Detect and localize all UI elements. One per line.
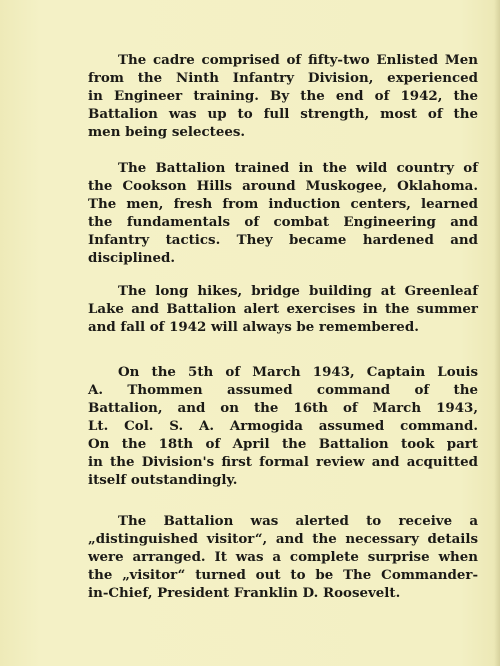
- text-line: Infantry tactics. They became hardened and: [88, 232, 478, 248]
- text-line: disciplined.: [88, 250, 176, 266]
- text-line: The cadre comprised of fifty-two Enlisted Men: [118, 52, 478, 68]
- text-line: from the Ninth Infantry Division, experienced: [88, 70, 478, 86]
- paragraph-hikes: [88, 282, 478, 336]
- text-line: On the 18th of April the Battalion took part: [88, 436, 478, 452]
- text-line: A. Thommen assumed command of the: [88, 382, 478, 398]
- page-edge-shadow: [494, 0, 500, 666]
- text-line: The Battalion was alerted to receive a: [118, 513, 478, 529]
- text-line: „distinguished visitor“, and the necessary details: [88, 531, 478, 547]
- paragraph-command: [88, 363, 478, 489]
- text-line: men being selectees.: [88, 124, 246, 140]
- text-line: Battalion, and on the 16th of March 1943,: [88, 400, 478, 416]
- paragraph-training: [88, 159, 478, 267]
- text-line: On the 5th of March 1943, Captain Louis: [118, 364, 478, 380]
- text-line: Battalion was up to full strength, most of the: [88, 106, 478, 122]
- text-line: The men, fresh from induction centers, learned: [88, 196, 478, 212]
- text-line: in the Division's first formal review and acquitted: [88, 454, 478, 470]
- text-line: The long hikes, bridge building at Greenleaf: [118, 283, 478, 299]
- text-line: in-Chief, President Franklin D. Roosevelt.: [88, 585, 401, 601]
- text-line: in Engineer training. By the end of 1942, the: [88, 88, 478, 104]
- text-line: the fundamentals of combat Engineering and: [88, 214, 478, 230]
- text-line: itself outstandingly.: [88, 472, 238, 488]
- text-line: The Battalion trained in the wild country of: [118, 160, 478, 176]
- text-line: the Cookson Hills around Muskogee, Oklahoma.: [88, 178, 478, 194]
- text-line: the „visitor“ turned out to be The Commander-: [88, 567, 478, 583]
- text-line: and fall of 1942 will always be remembered.: [88, 319, 419, 335]
- text-line: Lt. Col. S. A. Armogida assumed command.: [88, 418, 478, 434]
- text-line: Lake and Battalion alert exercises in the summer: [88, 301, 478, 317]
- paragraph-visitor: [88, 512, 478, 602]
- paragraph-cadre: [88, 51, 478, 141]
- text-line: were arranged. It was a complete surprise when: [88, 549, 478, 565]
